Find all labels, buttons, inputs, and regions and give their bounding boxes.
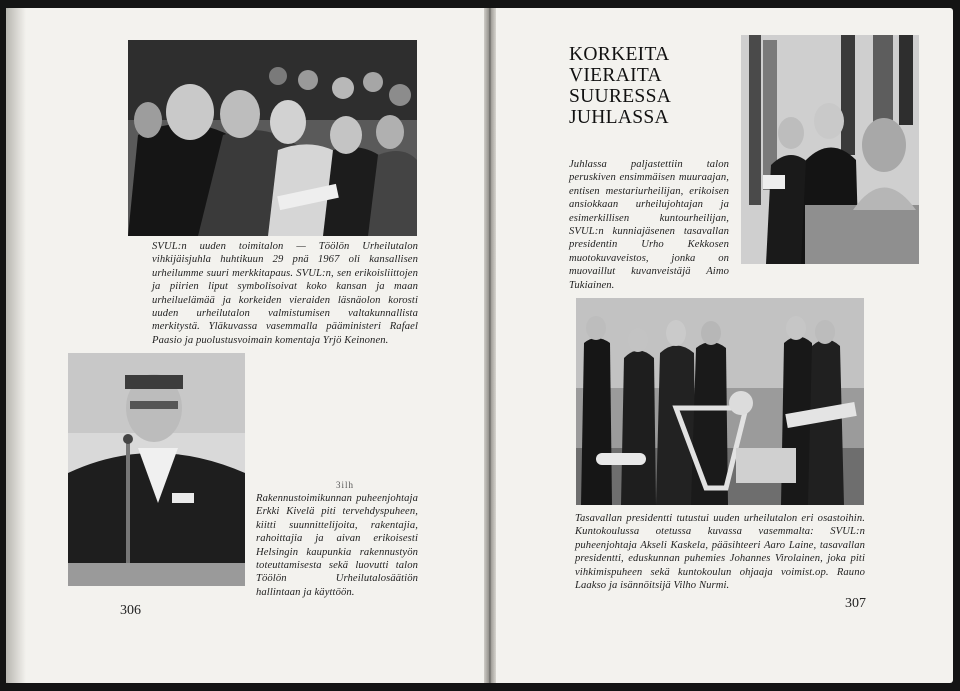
page-number-left: 306 (120, 603, 141, 618)
stamp-mark: 3ilh (336, 480, 355, 490)
book-gutter (484, 8, 496, 683)
headline-line-1: KORKEITA (569, 44, 670, 65)
left-top-caption: SVUL:n uuden toimitalon — Töölön Urheilutalon vihkijäisjuhla huhtikuun 29 pnä 1967 oli kansallisen urheilumme suuri merkkitapaus. SVUL:n, sen erikoisliittojen ja piirien liput symbolisoivat koko kansan ja maan urheiluelämää ja korkeiden vieraiden läsnäolon korosti uuden urheilutalon valmistumisen valtakunnallista merkitystä. Yläkuvassa vasemmalla pääministeri Rafael Paasio ja puolustusvoimain komentaja Yrjö Keinonen. (152, 241, 418, 346)
left-lower-caption: Rakennustoimikunnan puheenjohtaja Erkki Kivelä piti tervehdyspuheen, kiitti suunnittelijoita, rakentajia, rahoittajia ja aivan erikoisesti Helsingin kaupunkia rakennustyön toteuttamisesta sekä luovutti talon Töölön Urheilutalosäätiön hallintaan ja käyttöön. (256, 493, 418, 598)
page-edge-shadow (6, 8, 26, 683)
page-number-right: 307 (845, 596, 866, 611)
unveiling-photo (741, 35, 919, 264)
headline-line-4: JUHLASSA (569, 107, 669, 128)
headline (569, 44, 671, 128)
audience-photo (128, 40, 417, 236)
headline-line-3: SUURESSA (569, 86, 672, 107)
headline-line-2: VIERAITA (569, 65, 662, 86)
right-top-caption: Juhlassa paljastettiin talon peruskiven ensimmäisen muuraajan, entisen mestariurheilijan, erikoisen ansiokkaan urheilujohtajan ja esimerkillisen kuntourheilijan, SVUL:n kunniajäsenen tasavallan presidentin Urho Kekkosen muotokuvaveistos, jonka on muovaillut kuvanveistäjä Aimo Tukiainen. (569, 159, 729, 291)
speaker-photo (68, 353, 245, 586)
right-bottom-caption: Tasavallan presidentti tutustui uuden urheilutalon eri osastoihin. Kuntokoulussa otetussa kuvassa vasemmalta: SVUL:n puheenjohtaja Akseli Kaskela, pääsihteeri Aaro Laine, tasavallan presidentti, eduskunnan puhemies Johannes Virolainen, joka piti vihkimispuheen sekä kuntokoulun ohjaaja voimist.op. Rauno Laakso ja isännöitsijä Vilho Nurmi. (575, 513, 865, 592)
gym-tour-photo (576, 298, 864, 505)
